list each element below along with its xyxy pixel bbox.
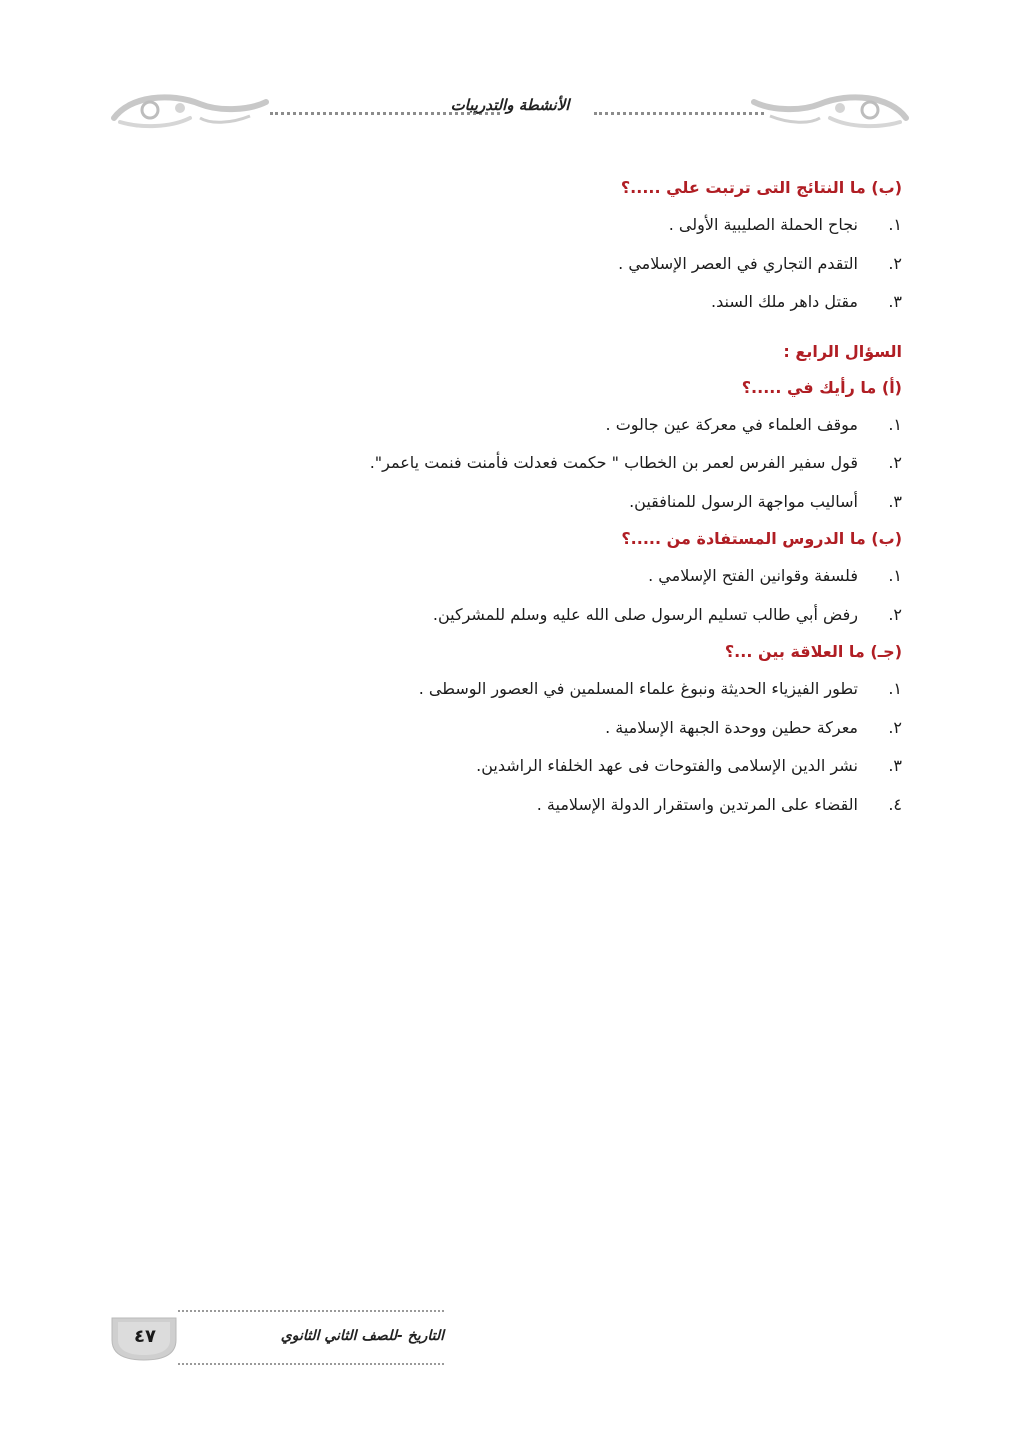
results-question-title: (ب) ما النتائج التى ترتبت علي .....؟: [620, 178, 902, 197]
list-item: ٣.نشر الدين الإسلامى والفتوحات فى عهد الخلفاء الراشدين.: [476, 756, 902, 775]
header-title: الأنشطة والتدريبات: [450, 96, 570, 114]
list-item: ٢.قول سفير الفرس لعمر بن الخطاب " حكمت فعدلت فأمنت فنمت ياعمر".: [369, 453, 902, 472]
footer-dots-top: [178, 1310, 444, 1312]
list-item: ١.تطور الفيزياء الحديثة ونبوغ علماء المسلمين في العصور الوسطى .: [418, 679, 902, 698]
opinion-list: [302, 406, 902, 522]
list-item: ١.موقف العلماء في معركة عين جالوت .: [605, 414, 902, 434]
header-dots-right: [594, 112, 764, 115]
footer-book-title: التاريخ -للصف الثاني الثانوي: [280, 1328, 444, 1344]
ornament-right-icon: [750, 88, 910, 132]
page-footer: [108, 1300, 448, 1370]
relation-question-title: (جـ) ما العلاقة بين ...؟: [724, 642, 902, 661]
list-item: ٣.أساليب مواجهة الرسول للمنافقين.: [629, 491, 902, 511]
lessons-question-title: (ب) ما الدروس المستفادة من .....؟: [621, 529, 902, 548]
list-item: ١.فلسفة وقوانين الفتح الإسلامي .: [648, 566, 902, 585]
fourth-question-title: السؤال الرابع :: [783, 341, 902, 361]
lessons-list: [302, 557, 902, 634]
opinion-question-title: (أ) ما رأيك في .....؟: [741, 377, 902, 397]
list-item: ٤.القضاء على المرتدين واستقرار الدولة الإسلامية .: [536, 794, 902, 814]
list-item: ٢.التقدم التجاري في العصر الإسلامي .: [618, 253, 902, 273]
list-item: ٣.مقتل داهر ملك السند.: [711, 292, 902, 311]
results-list: [302, 206, 902, 322]
relation-list: [302, 670, 902, 824]
activities-content: [302, 170, 902, 824]
footer-dots-bottom: [178, 1363, 444, 1365]
page-header: [110, 88, 910, 148]
page-number: ٤٧: [134, 1326, 156, 1347]
list-item: ٢.رفض أبي طالب تسليم الرسول صلى الله عليه وسلم للمشركين.: [432, 604, 902, 624]
list-item: ١.نجاح الحملة الصليبية الأولى .: [668, 215, 902, 234]
list-item: ٢.معركة حطين ووحدة الجبهة الإسلامية .: [605, 717, 902, 737]
